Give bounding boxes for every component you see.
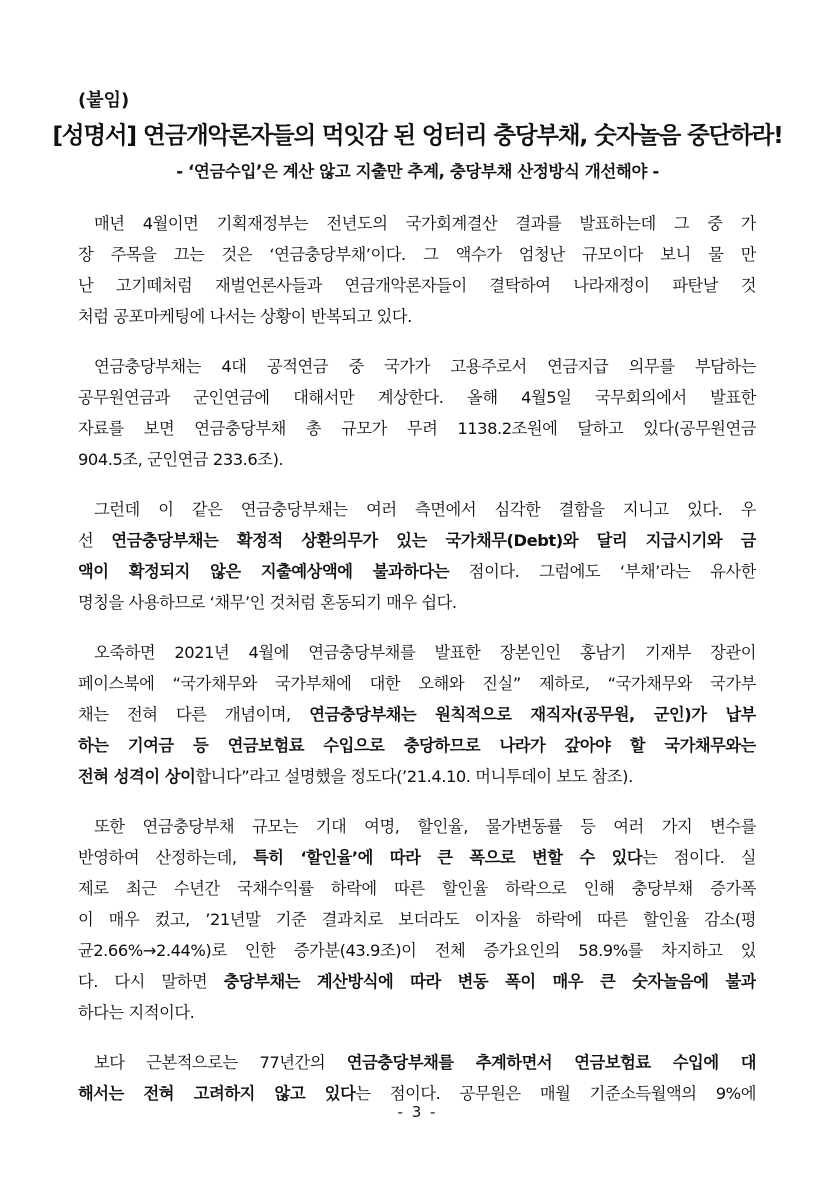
text-line — [78, 301, 756, 332]
bold-text: 전혀 성격이 상이 — [78, 767, 196, 786]
paragraph — [78, 1047, 756, 1109]
text-line — [78, 730, 756, 761]
text-line — [78, 208, 756, 239]
paragraph — [78, 637, 756, 792]
text-line — [78, 494, 756, 525]
text-run: 하다는 지적이다. — [78, 1003, 195, 1022]
document-body — [78, 208, 756, 1128]
text-run: 장 주목을 끄는 것은 ‘연금충당부채’이다. 그 액수가 엄청난 규모이다 보니 물 만 — [78, 245, 756, 264]
attachment-label: (붙임) — [78, 90, 130, 111]
text-run: 또한 연금충당부채 규모는 기대 여명, 할인율, 물가변동률 등 여러 가지 변수를 — [94, 817, 756, 836]
text-run: 다. 다시 말하면 — [78, 972, 224, 991]
text-run: 매년 4월이면 기획재정부는 전년도의 국가회계결산 결과를 발표하는데 그 중 가 — [94, 214, 756, 233]
text-line — [78, 270, 756, 301]
text-run: 공무원연금과 군인연금에 대해서만 계상한다. 올해 4월5일 국무회의에서 발표한 — [78, 388, 756, 407]
text-run: 오죽하면 2021년 4월에 연금충당부채를 발표한 장본인인 홍남기 기재부 장관이 — [94, 643, 756, 662]
text-line — [78, 811, 756, 842]
text-line — [78, 444, 756, 475]
text-run: 합니다”라고 설명했을 정도다(’21.4.10. 머니투데이 보도 참조). — [195, 767, 633, 786]
text-line — [78, 556, 756, 587]
text-run: 점이다. 그럼에도 ‘부채’라는 유사한 — [449, 562, 756, 581]
bold-text: 해서는 전혀 고려하지 않고 있다 — [78, 1084, 356, 1103]
text-line — [78, 935, 756, 966]
text-run: 는 점이다. 실 — [642, 848, 756, 867]
text-line — [78, 842, 756, 873]
bold-text: 연금충당부채는 확정적 상환의무가 있는 국가채무(Debt)와 달리 지급시기와 금 — [111, 531, 756, 550]
paragraph — [78, 208, 756, 332]
paragraph — [78, 494, 756, 618]
text-line — [78, 699, 756, 730]
statement-subtitle: - ‘연금수입’은 계산 않고 지출만 추계, 충당부채 산정방식 개선해야 - — [176, 162, 659, 181]
text-line — [78, 761, 756, 792]
text-run: 연금충당부채는 4대 공적연금 중 국가가 고용주로서 연금지급 의무를 부담하는 — [94, 357, 756, 376]
text-run: 채는 전혀 다른 개념이며, — [78, 705, 310, 724]
text-line — [78, 997, 756, 1028]
text-run: 제로 최근 수년간 국채수익률 하락에 따른 할인율 하락으로 인해 충당부채 증가폭 — [78, 879, 756, 898]
text-run: 보다 근본적으로는 77년간의 — [94, 1053, 347, 1072]
text-line — [78, 904, 756, 935]
bold-text: 특히 ‘할인율’에 따라 큰 폭으로 변할 수 있다 — [252, 848, 643, 867]
text-line — [78, 637, 756, 668]
text-run: 이 매우 컸고, ’21년말 기준 결과치로 보더라도 이자율 하락에 따른 할인율 감소(평 — [78, 910, 756, 929]
text-run: 난 고기떼처럼 재벌언론사들과 연금개악론자들이 결탁하여 나라재정이 파탄날 것 — [78, 276, 756, 295]
text-line — [78, 966, 756, 997]
text-run: 페이스북에 “국가채무와 국가부채에 대한 오해와 진실” 제하로, “국가채무와 국가부 — [78, 674, 756, 693]
bold-text: 하는 기여금 등 연금보험료 수입으로 충당하므로 나라가 갚아야 할 국가채무와는 — [78, 736, 756, 755]
text-run: 904.5조, 군인연금 233.6조). — [78, 450, 284, 469]
text-run: 자료를 보면 연금충당부채 총 규모가 무려 1138.2조원에 달하고 있다(공무원연금 — [78, 419, 756, 438]
text-line — [78, 668, 756, 699]
paragraph — [78, 811, 756, 1028]
paragraph — [78, 351, 756, 475]
text-run: 명칭을 사용하므로 ‘채무’인 것처럼 혼동되기 매우 쉽다. — [78, 593, 457, 612]
text-line — [78, 351, 756, 382]
text-line — [78, 413, 756, 444]
text-run: 처럼 공포마케팅에 나서는 상황이 반복되고 있다. — [78, 307, 412, 326]
text-run: 선 — [78, 531, 112, 550]
text-run: 그런데 이 같은 연금충당부채는 여러 측면에서 심각한 결함을 지니고 있다. 우 — [94, 500, 756, 519]
text-line — [78, 382, 756, 413]
text-line — [78, 525, 756, 556]
page-number: - 3 - — [397, 1103, 438, 1121]
statement-title: [성명서] 연금개악론자들의 먹잇감 된 엉터리 충당부채, 숫자놀음 중단하라! — [52, 121, 783, 149]
bold-text: 액이 확정되지 않은 지출예상액에 불과하다는 — [78, 562, 450, 581]
text-line — [78, 239, 756, 270]
bold-text: 충당부채는 계산방식에 따라 변동 폭이 매우 큰 숫자놀음에 불과 — [223, 972, 756, 991]
text-line — [78, 587, 756, 618]
text-run: 반영하여 산정하는데, — [78, 848, 253, 867]
bold-text: 연금충당부채를 추계하면서 연금보험료 수입에 대 — [346, 1053, 756, 1072]
text-line — [78, 1047, 756, 1078]
text-run: 는 점이다. 공무원은 매월 기준소득월액의 9%에 — [355, 1084, 756, 1103]
text-line — [78, 873, 756, 904]
bold-text: 연금충당부채는 원칙적으로 재직자(공무원, 군인)가 납부 — [309, 705, 756, 724]
text-run: 균2.66%→2.44%)로 인한 증가분(43.9조)이 전체 증가요인의 58.9%를 차지하고 있 — [78, 941, 756, 960]
